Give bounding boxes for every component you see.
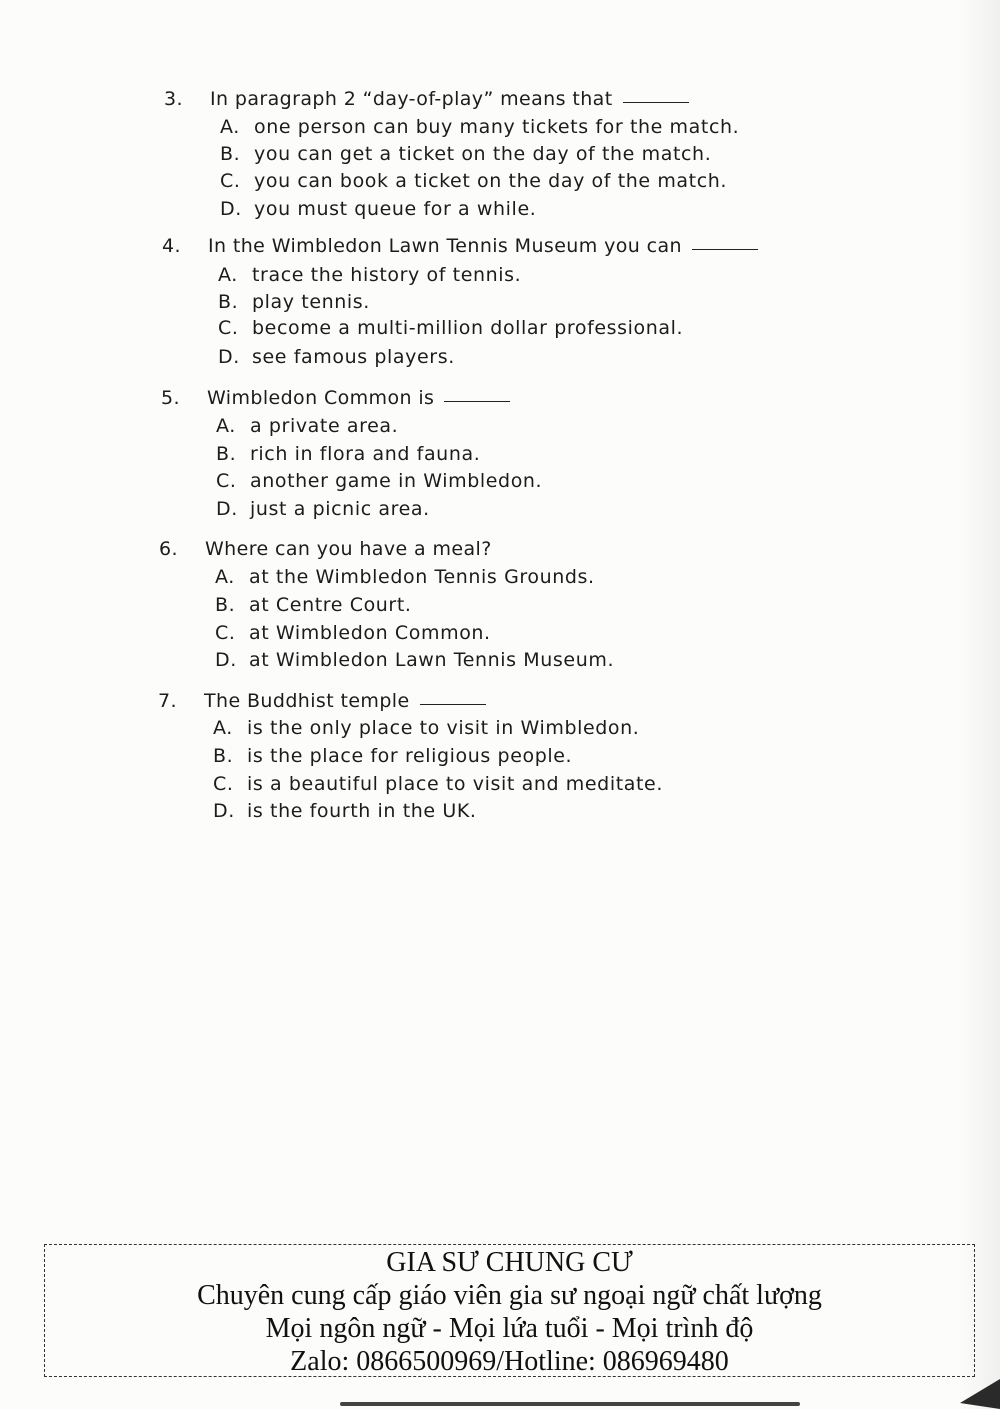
option-letter: C. bbox=[215, 622, 236, 644]
answer-blank bbox=[692, 249, 758, 250]
scan-edge-mark bbox=[340, 1402, 800, 1406]
option-c bbox=[213, 773, 663, 795]
option-text: a private area. bbox=[250, 415, 399, 437]
option-d bbox=[216, 498, 430, 520]
option-a bbox=[213, 717, 639, 739]
option-b bbox=[216, 443, 480, 465]
answer-blank bbox=[623, 102, 689, 103]
option-text: at the Wimbledon Tennis Grounds. bbox=[249, 566, 595, 588]
option-b bbox=[215, 594, 412, 616]
option-letter: B. bbox=[220, 143, 241, 165]
option-a bbox=[216, 415, 398, 437]
option-letter: A. bbox=[216, 415, 236, 437]
option-text: is the fourth in the UK. bbox=[247, 800, 477, 822]
question-number: 5. bbox=[161, 387, 180, 409]
option-letter: D. bbox=[213, 800, 235, 822]
option-d bbox=[220, 198, 536, 220]
option-letter: C. bbox=[213, 773, 234, 795]
option-text: is a beautiful place to visit and meditate. bbox=[247, 773, 663, 795]
scan-corner-mark bbox=[940, 1369, 1000, 1409]
scan-edge-shadow bbox=[960, 0, 1000, 1409]
option-letter: D. bbox=[220, 198, 242, 220]
option-a bbox=[218, 264, 521, 286]
option-letter: A. bbox=[218, 264, 238, 286]
option-text: is the only place to visit in Wimbledon. bbox=[247, 717, 640, 739]
option-letter: C. bbox=[216, 470, 237, 492]
option-d bbox=[218, 346, 455, 368]
option-letter: A. bbox=[213, 717, 233, 739]
option-letter: C. bbox=[218, 317, 239, 339]
answer-blank bbox=[444, 401, 510, 402]
option-text: you can get a ticket on the day of the match. bbox=[254, 143, 712, 165]
question-stem: In the Wimbledon Lawn Tennis Museum you can bbox=[208, 235, 682, 257]
option-letter: D. bbox=[215, 649, 237, 671]
ad-description: Chuyên cung cấp giáo viên gia sư ngoại ngữ chất lượng bbox=[197, 1280, 822, 1311]
option-text: become a multi-million dollar professional. bbox=[252, 317, 684, 339]
option-text: is the place for religious people. bbox=[247, 745, 573, 767]
option-letter: B. bbox=[215, 594, 236, 616]
option-text: at Wimbledon Lawn Tennis Museum. bbox=[249, 649, 615, 671]
option-text: you must queue for a while. bbox=[254, 198, 537, 220]
option-text: trace the history of tennis. bbox=[252, 264, 522, 286]
option-letter: D. bbox=[218, 346, 240, 368]
option-c bbox=[216, 470, 542, 492]
question-number: 6. bbox=[159, 538, 178, 560]
question-stem: The Buddhist temple bbox=[204, 690, 410, 712]
question-stem: Where can you have a meal? bbox=[205, 538, 492, 560]
tutoring-ad-box bbox=[44, 1244, 975, 1377]
option-text: at Centre Court. bbox=[249, 594, 412, 616]
option-d bbox=[213, 800, 477, 822]
option-a bbox=[220, 116, 739, 138]
option-letter: D. bbox=[216, 498, 238, 520]
ad-tagline: Mọi ngôn ngữ - Mọi lứa tuổi - Mọi trình độ bbox=[265, 1313, 754, 1344]
question-stem: In paragraph 2 “day-of-play” means that bbox=[210, 88, 613, 110]
option-letter: B. bbox=[216, 443, 237, 465]
question-number: 7. bbox=[158, 690, 177, 712]
option-text: you can book a ticket on the day of the match. bbox=[254, 170, 728, 192]
option-text: at Wimbledon Common. bbox=[249, 622, 491, 644]
option-letter: A. bbox=[215, 566, 235, 588]
question-number: 3. bbox=[164, 88, 183, 110]
question-stem: Wimbledon Common is bbox=[207, 387, 435, 409]
question-number: 4. bbox=[162, 235, 181, 257]
option-d bbox=[215, 649, 614, 671]
option-letter: A. bbox=[220, 116, 240, 138]
option-b bbox=[213, 745, 572, 767]
option-text: rich in flora and fauna. bbox=[250, 443, 481, 465]
ad-title: GIA SƯ CHUNG CƯ bbox=[386, 1247, 633, 1278]
option-c bbox=[218, 317, 683, 339]
option-text: just a picnic area. bbox=[250, 498, 430, 520]
ad-contact: Zalo: 0866500969/Hotline: 086969480 bbox=[290, 1346, 729, 1377]
option-text: one person can buy many tickets for the match. bbox=[254, 116, 740, 138]
option-b bbox=[218, 291, 370, 313]
option-letter: B. bbox=[213, 745, 234, 767]
answer-blank bbox=[420, 704, 486, 705]
option-b bbox=[220, 143, 711, 165]
option-text: another game in Wimbledon. bbox=[250, 470, 543, 492]
option-c bbox=[215, 622, 491, 644]
option-text: see famous players. bbox=[252, 346, 455, 368]
option-text: play tennis. bbox=[252, 291, 370, 313]
option-letter: C. bbox=[220, 170, 241, 192]
option-letter: B. bbox=[218, 291, 239, 313]
option-c bbox=[220, 170, 727, 192]
option-a bbox=[215, 566, 595, 588]
